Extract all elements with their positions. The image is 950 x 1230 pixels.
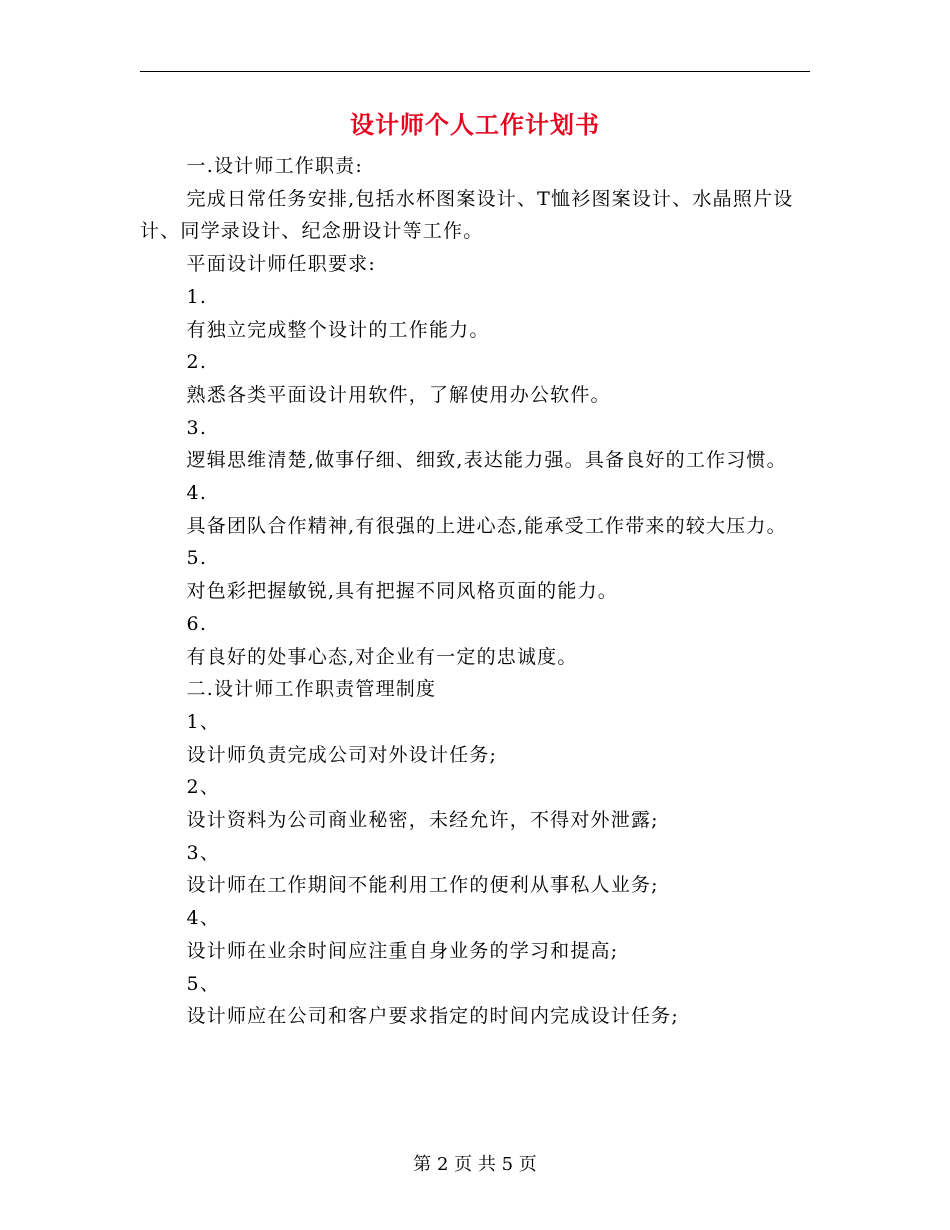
list-item-text: 逻辑思维清楚,做事仔细、细致,表达能力强。具备良好的工作习惯。	[186, 449, 787, 472]
list-number: 2、	[186, 776, 221, 799]
document-title: 设计师个人工作计划书	[350, 110, 600, 139]
list-item-text: 熟悉各类平面设计用软件，了解使用办公软件。	[186, 383, 611, 406]
list-item-text: 有独立完成整个设计的工作能力。	[186, 318, 490, 341]
page-number-label: 第 2 页 共 5 页	[413, 1154, 537, 1175]
list-item-text: 设计师在业余时间应注重自身业务的学习和提高;	[186, 939, 619, 962]
list-number: 6.	[186, 612, 208, 635]
list-number: 3、	[186, 841, 221, 864]
list-item-text: 对色彩把握敏锐,具有把握不同风格页面的能力。	[186, 580, 618, 603]
list-number: 4.	[186, 482, 208, 505]
list-number: 1.	[186, 285, 208, 308]
list-number: 3.	[186, 416, 208, 439]
section-heading-2: 二.设计师工作职责管理制度	[186, 678, 437, 701]
list-item-text: 设计师负责完成公司对外设计任务;	[186, 743, 498, 766]
list-number: 1、	[186, 710, 221, 733]
list-item-text: 有良好的处事心态,对企业有一定的忠诚度。	[186, 645, 578, 668]
header-rule	[140, 71, 810, 72]
subsection-heading: 平面设计师任职要求:	[186, 253, 376, 276]
list-number: 4、	[186, 907, 221, 930]
list-item-text: 设计资料为公司商业秘密，未经允许，不得对外泄露;	[186, 809, 659, 832]
list-item-text: 具备团队合作精神,有很强的上进心态,能承受工作带来的较大压力。	[186, 514, 787, 537]
section-heading-1: 一.设计师工作职责:	[186, 155, 363, 177]
list-item-text: 设计师在工作期间不能利用工作的便利从事私人业务;	[186, 874, 659, 897]
document-body	[140, 150, 805, 1033]
list-number: 5.	[186, 547, 208, 570]
list-number: 5、	[186, 972, 221, 995]
page-number	[0, 1153, 950, 1177]
list-item-text: 设计师应在公司和客户要求指定的时间内完成设计任务;	[186, 1005, 679, 1028]
body-paragraph: 完成日常任务安排,包括水杯图案设计、T恤衫图案设计、水晶照片设计、同学录设计、纪念册设计等工作。	[140, 187, 794, 243]
list-number: 2.	[186, 351, 208, 374]
